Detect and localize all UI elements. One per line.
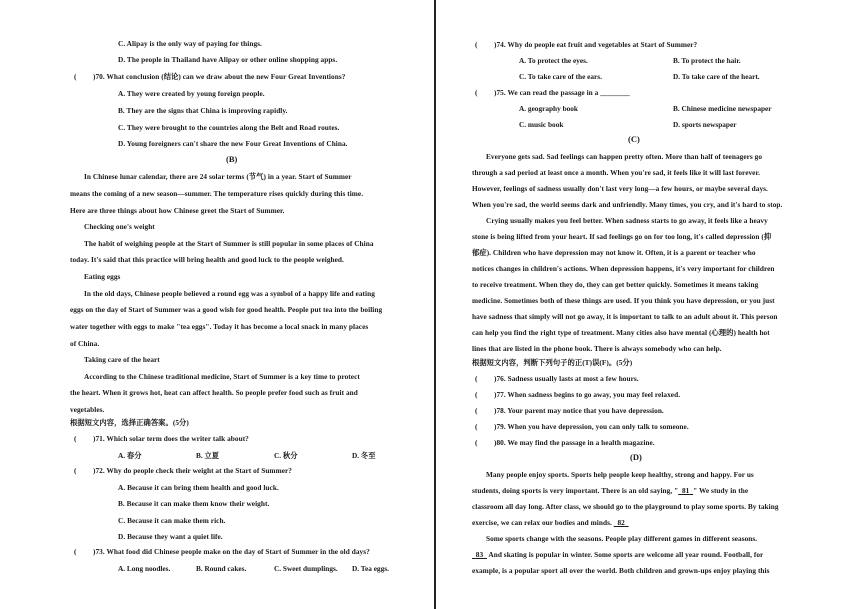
q79-paren: ( bbox=[475, 422, 478, 431]
passage-c-line: lines that are listed in the phone book. There is always somebody who can help. bbox=[472, 344, 722, 353]
passage-c-line: However, feelings of sadness usually don't last very long—a few hours, or maybe several days. bbox=[472, 184, 768, 193]
blank-82: 82 bbox=[617, 518, 625, 527]
q79-stem: )79. When you have depression, you can only talk to someone. bbox=[494, 422, 689, 431]
passage-b-line: today. It's said that this practice will bring health and good luck to the people weighed. bbox=[70, 255, 344, 264]
passage-c-line: Everyone gets sad. Sad feelings can happen pretty often. More than half of teenagers go bbox=[486, 152, 763, 161]
q71-option-a: A. 春分 bbox=[118, 451, 142, 460]
passage-d-line: students, doing sports is very important. There is an old saying, " 81 " We study in the bbox=[472, 486, 749, 495]
q71-stem: )71. Which solar term does the writer talk about? bbox=[93, 434, 249, 443]
q71-option-b: B. 立夏 bbox=[196, 451, 220, 460]
passage-b-line: In Chinese lunar calendar, there are 24 solar terms (节气) in a year. Start of Summer bbox=[84, 172, 352, 181]
passage-c-line: notices changes in children's actions. When depression happens, it's very important for children bbox=[472, 264, 775, 273]
q75-option-a: A. geography book bbox=[519, 104, 578, 113]
passage-d-line: 83 And skating is popular in winter. Some sports are welcome all year round. Football, for bbox=[475, 550, 764, 559]
q77-paren: ( bbox=[475, 390, 478, 399]
q74-paren: ( bbox=[475, 40, 478, 49]
passage-b-line: of China. bbox=[70, 339, 100, 348]
passage-c-line: When you're sad, the world seems dark and unfriendly. Many times, you cry, and it's hard to stop. bbox=[472, 200, 783, 209]
passage-b-line: the heart. When it grows hot, heat can affect health. So people prefer food such as fruit and bbox=[70, 388, 358, 397]
q70-option-d: D. Young foreigners can't share the new Four Great Inventions of China. bbox=[118, 139, 348, 148]
q73-option-d: D. Tea eggs. bbox=[352, 564, 389, 573]
q70-stem: )70. What conclusion (结论) can we draw about the new Four Great Inventions? bbox=[93, 72, 346, 81]
passage-b-line: eggs on the day of Start of Summer was a good wish for good health. People put tea into the boiling bbox=[70, 305, 383, 314]
blank-81: 81 bbox=[681, 486, 690, 495]
passage-b-line: means the coming of a new season—summer. The temperature rises quickly during this time. bbox=[70, 189, 364, 198]
passage-c-line: Crying usually makes you feel better. When sadness starts to go away, it feels like a heavy bbox=[486, 216, 768, 225]
q72-stem: )72. Why do people check their weight at the Start of Summer? bbox=[93, 466, 292, 475]
subheading-checking-weight: Checking one's weight bbox=[84, 222, 155, 231]
q75-paren: ( bbox=[475, 88, 478, 97]
q75-stem: )75. We can read the passage in a ________ bbox=[494, 88, 630, 97]
passage-d-line: classroom all day long. After class, we should go to the playground to play some sports. By taking bbox=[472, 502, 779, 511]
q70-option-a: A. They were created by young foreign people. bbox=[118, 89, 265, 98]
passage-c-line: through a sad period at least once a month. When you're sad, it feels like it will last forever. bbox=[472, 168, 760, 177]
q76-paren: ( bbox=[475, 374, 478, 383]
q74-option-d: D. To take care of the heart. bbox=[673, 72, 760, 81]
passage-c-line: to receive treatment. When they do, they can get better quickly. Sometimes it means taking bbox=[472, 280, 759, 289]
q73-option-c: C. Sweet dumplings. bbox=[274, 564, 338, 573]
q73-option-a: A. Long noodles. bbox=[118, 564, 171, 573]
passage-c-line: medicine. Sometimes both of these things are used. If you think you have depression, or you just bbox=[472, 296, 775, 305]
q78-stem: )78. Your parent may notice that you have depression. bbox=[494, 406, 664, 415]
passage-c-line: 郁症). Children who have depression may not know it. Often, it is a parent or teacher who bbox=[472, 248, 756, 257]
q74-option-b: B. To protect the hair. bbox=[673, 56, 741, 65]
q74-option-c: C. To take care of the ears. bbox=[519, 72, 602, 81]
passage-b-line: Here are three things about how Chinese greet the Start of Summer. bbox=[70, 206, 285, 215]
q80-stem: )80. We may find the passage in a health magazine. bbox=[494, 438, 655, 447]
q74-stem: )74. Why do people eat fruit and vegetables at Start of Summer? bbox=[494, 40, 698, 49]
passage-b-line: In the old days, Chinese people believed a round egg was a symbol of a happy life and eating bbox=[84, 289, 375, 298]
section-c-heading: (C) bbox=[628, 134, 640, 144]
q69-option-c: C. Alipay is the only way of paying for things. bbox=[118, 39, 262, 48]
passage-c-line: can help you find the right type of treatment. Many cities also have mental (心理的) health hot bbox=[472, 328, 770, 337]
right-page bbox=[430, 0, 860, 609]
section-d-heading: (D) bbox=[630, 452, 642, 462]
q73-stem: )73. What food did Chinese people make on the day of Start of Summer in the old days? bbox=[93, 547, 370, 556]
q71-option-d: D. 冬至 bbox=[352, 451, 376, 460]
q75-option-d: D. sports newspaper bbox=[673, 120, 737, 129]
q78-paren: ( bbox=[475, 406, 478, 415]
instruction-c: 根据短文内容，判断下列句子的正(T)误(F)。(5分) bbox=[472, 358, 633, 367]
q75-option-b: B. Chinese medicine newspaper bbox=[673, 104, 772, 113]
q72-paren: ( bbox=[74, 466, 77, 475]
blank-83: 83 bbox=[475, 550, 484, 559]
passage-d-line: exercise, we can relax our bodies and minds. 82 bbox=[472, 518, 625, 527]
q80-paren: ( bbox=[475, 438, 478, 447]
passage-c-line: stone is being lifted from your heart. If sad feelings go on for too long, it's called depression (抑 bbox=[472, 232, 772, 241]
q71-option-c: C. 秋分 bbox=[274, 451, 298, 460]
passage-d-line: Many people enjoy sports. Sports help people keep healthy, strong and happy. For us bbox=[486, 470, 754, 479]
passage-c-line: have sadness that simply will not go away, it is important to talk to an adult about it. This person bbox=[472, 312, 778, 321]
q71-paren: ( bbox=[74, 434, 77, 443]
passage-b-line: According to the Chinese traditional medicine, Start of Summer is a key time to protect bbox=[84, 372, 360, 381]
subheading-eating-eggs: Eating eggs bbox=[84, 272, 121, 281]
subheading-heart: Taking care of the heart bbox=[84, 355, 160, 364]
q75-option-c: C. music book bbox=[519, 120, 564, 129]
q70-paren: ( bbox=[74, 72, 77, 81]
q73-option-b: B. Round cakes. bbox=[196, 564, 247, 573]
passage-b-line: water together with eggs to make "tea eggs". Today it has become a local snack in many places bbox=[70, 322, 369, 331]
q74-option-a: A. To protect the eyes. bbox=[519, 56, 588, 65]
q73-paren: ( bbox=[74, 547, 77, 556]
q77-stem: )77. When sadness begins to go away, you may feel relaxed. bbox=[494, 390, 681, 399]
q70-option-c: C. They were brought to the countries along the Belt and Road routes. bbox=[118, 123, 340, 132]
instruction-b: 根据短文内容，选择正确答案。(5分) bbox=[70, 418, 189, 427]
q69-option-d: D. The people in Thailand have Alipay or other online shopping apps. bbox=[118, 55, 338, 64]
passage-b-line: The habit of weighing people at the Start of Summer is still popular in some places of China bbox=[84, 239, 374, 248]
passage-b-line: vegetables. bbox=[70, 405, 105, 414]
q72-option-c: C. Because it can make them rich. bbox=[118, 516, 226, 525]
q70-option-b: B. They are the signs that China is improving rapidly. bbox=[118, 106, 288, 115]
q72-option-b: B. Because it can make them know their weight. bbox=[118, 499, 270, 508]
q72-option-d: D. Because they want a quiet life. bbox=[118, 532, 223, 541]
q72-option-a: A. Because it can bring them health and good luck. bbox=[118, 483, 279, 492]
section-b-heading: (B) bbox=[226, 154, 238, 164]
passage-d-line: example, is a popular sport all over the world. Both children and grown-ups enjoy playing this bbox=[472, 566, 770, 575]
passage-d-line: Some sports change with the seasons. People play different games in different seasons. bbox=[486, 534, 758, 543]
q76-stem: )76. Sadness usually lasts at most a few hours. bbox=[494, 374, 639, 383]
